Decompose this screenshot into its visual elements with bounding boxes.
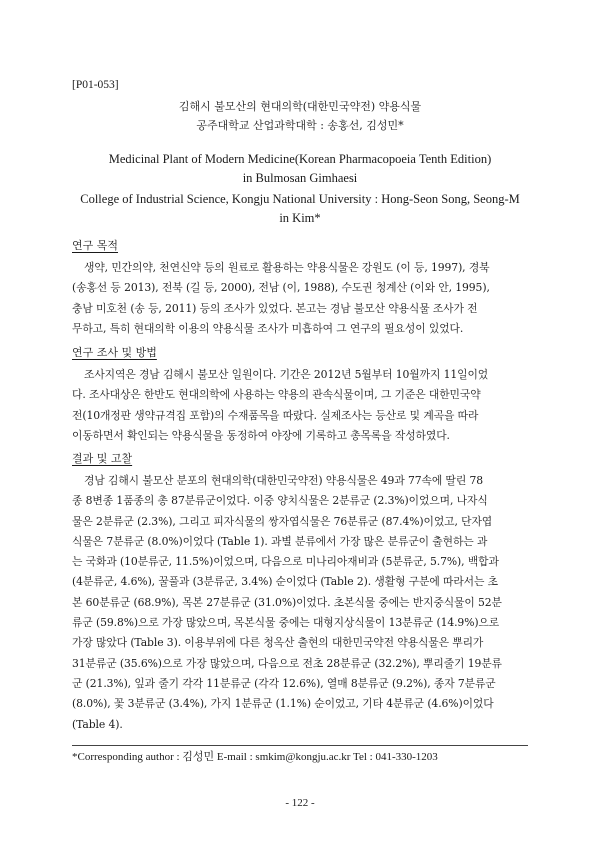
paragraph-line: 물은 2분류군 (2.3%), 그리고 피자식물의 쌍자엽식물은 76분류군 (87.4%)이었고, 단자엽 [72,514,493,528]
paragraph-line: 경남 김해시 불모산 분포의 현대의학(대한민국약전) 약용식물은 49과 77속에 딸린 78 [84,474,484,487]
section-results [72,451,528,735]
section-body-methods [72,365,528,446]
footnote-divider [72,745,528,746]
paragraph-line: 31분류군 (35.6%)으로 가장 많았으며, 다음으로 전초 28분류군 (32.2%), 뿌리줄기 19분류 [72,656,502,670]
paragraph-line: 본 60분류군 (68.9%), 목본 27분류군 (31.0%)이었다. 초본식물 중에는 반지중식물이 52분 [72,595,502,609]
section-heading-purpose: 연구 목적 [72,239,119,252]
paragraph-line: 종 8변종 1품종의 총 87분류군이었다. 이중 양치식물은 2분류군 (2.3%)이었으며, 나자식 [72,494,488,508]
section-heading-methods: 연구 조사 및 방법 [72,346,157,359]
paragraph-line: 전(10개정판 생약규격집 포함)의 수재품목을 따랐다. 실제조사는 등산로 및 계곡을 따라 [72,408,479,422]
section-methods [72,345,528,446]
section-purpose [72,238,528,339]
english-title-block [72,150,528,188]
paragraph-line: 이동하면서 확인되는 약용식물을 동정하여 야장에 기록하고 총목록을 작성하였다. [72,428,450,442]
affiliation-english-line-1: College of Industrial Science, Kongju National University : Hong-Seon Song, Seong-M [80,192,520,206]
paragraph-line: (송홍선 등 2013), 전북 (길 등, 2000), 전남 (이, 1988), 수도권 청계산 (이와 안, 1995), [72,281,490,295]
paragraph-line: 다. 조사대상은 한반도 현대의학에 사용하는 약용의 관속식물이며, 그 기준은 대한민국약 [72,388,481,402]
page-number: - 122 - [285,797,315,809]
section-body-purpose [72,258,528,339]
paragraph-line: (4분류군, 4.6%), 꿀풀과 (3분류군, 3.4%) 순이었다 (Table 2). 생활형 구분에 따라서는 초 [72,575,498,589]
paragraph-line: 조사지역은 경남 김해시 불모산 일원이다. 기간은 2012년 5월부터 10월까지 11일이었 [84,368,489,381]
paragraph-line: 충남 미호천 (송 등, 2011) 등의 조사가 있었다. 본고는 경남 불모산 약용식물 조사가 전 [72,301,478,315]
paragraph-line: 류군 (59.8%)으로 가장 많았으며, 목본식물 중에는 대형지상식물이 13분류군 (14.9%)으로 [72,616,500,630]
abstract-code: [P01-053] [72,79,119,91]
affiliation-korean: 공주대학교 산업과학대학 : 송홍선, 김성민* [196,119,404,132]
title-english-line-2: in Bulmosan Gimhaesi [242,171,358,185]
paragraph-line: (Table 4). [72,717,123,731]
paragraph-line: 는 국화과 (10분류군, 11.5%)이었으며, 다음으로 미나리아재비과 (5분류군, 5.7%), 백합과 [72,555,499,569]
title-korean: 김해시 불모산의 현대의학(대한민국약전) 약용식물 [178,100,422,113]
footnote-corresponding-author: *Corresponding author : 김성민 E-mail : smkim@kongju.ac.kr Tel : 041-330-1203 [72,751,438,763]
paragraph-line: 식물은 7분류군 (8.0%)이었다 (Table 1). 과별 분류에서 가장 많은 분류군이 출현하는 과 [72,534,488,548]
section-body-results [72,471,528,735]
english-affiliation-block [72,190,528,228]
section-heading-results: 결과 및 고찰 [72,452,133,465]
paragraph-line: 가장 많았다 (Table 3). 이용부위에 다른 청옥산 출현의 대한민국약전 약용식물은 뿌리가 [72,636,484,650]
title-english-line-1: Medicinal Plant of Modern Medicine(Korean Pharmacopoeia Tenth Edition) [108,152,492,166]
paragraph-line: 무하고, 특히 현대의학 이용의 약용식물 조사가 미흡하여 그 연구의 필요성이 있었다. [72,321,464,335]
paragraph-line: 군 (21.3%), 잎과 줄기 각각 11분류군 (각각 12.6%), 열매 8분류군 (9.2%), 종자 7분류군 [72,676,496,690]
affiliation-english-line-2: in Kim* [279,211,321,225]
korean-title-block [72,97,528,135]
paragraph-line: (8.0%), 꽃 3분류군 (3.4%), 가지 1분류군 (1.1%) 순이었고, 기타 4분류군 (4.6%)이었다 [72,697,494,711]
paragraph-line: 생약, 민간의약, 천연신약 등의 원료로 활용하는 약용식물은 강원도 (이 등, 1997), 경북 [84,261,490,274]
